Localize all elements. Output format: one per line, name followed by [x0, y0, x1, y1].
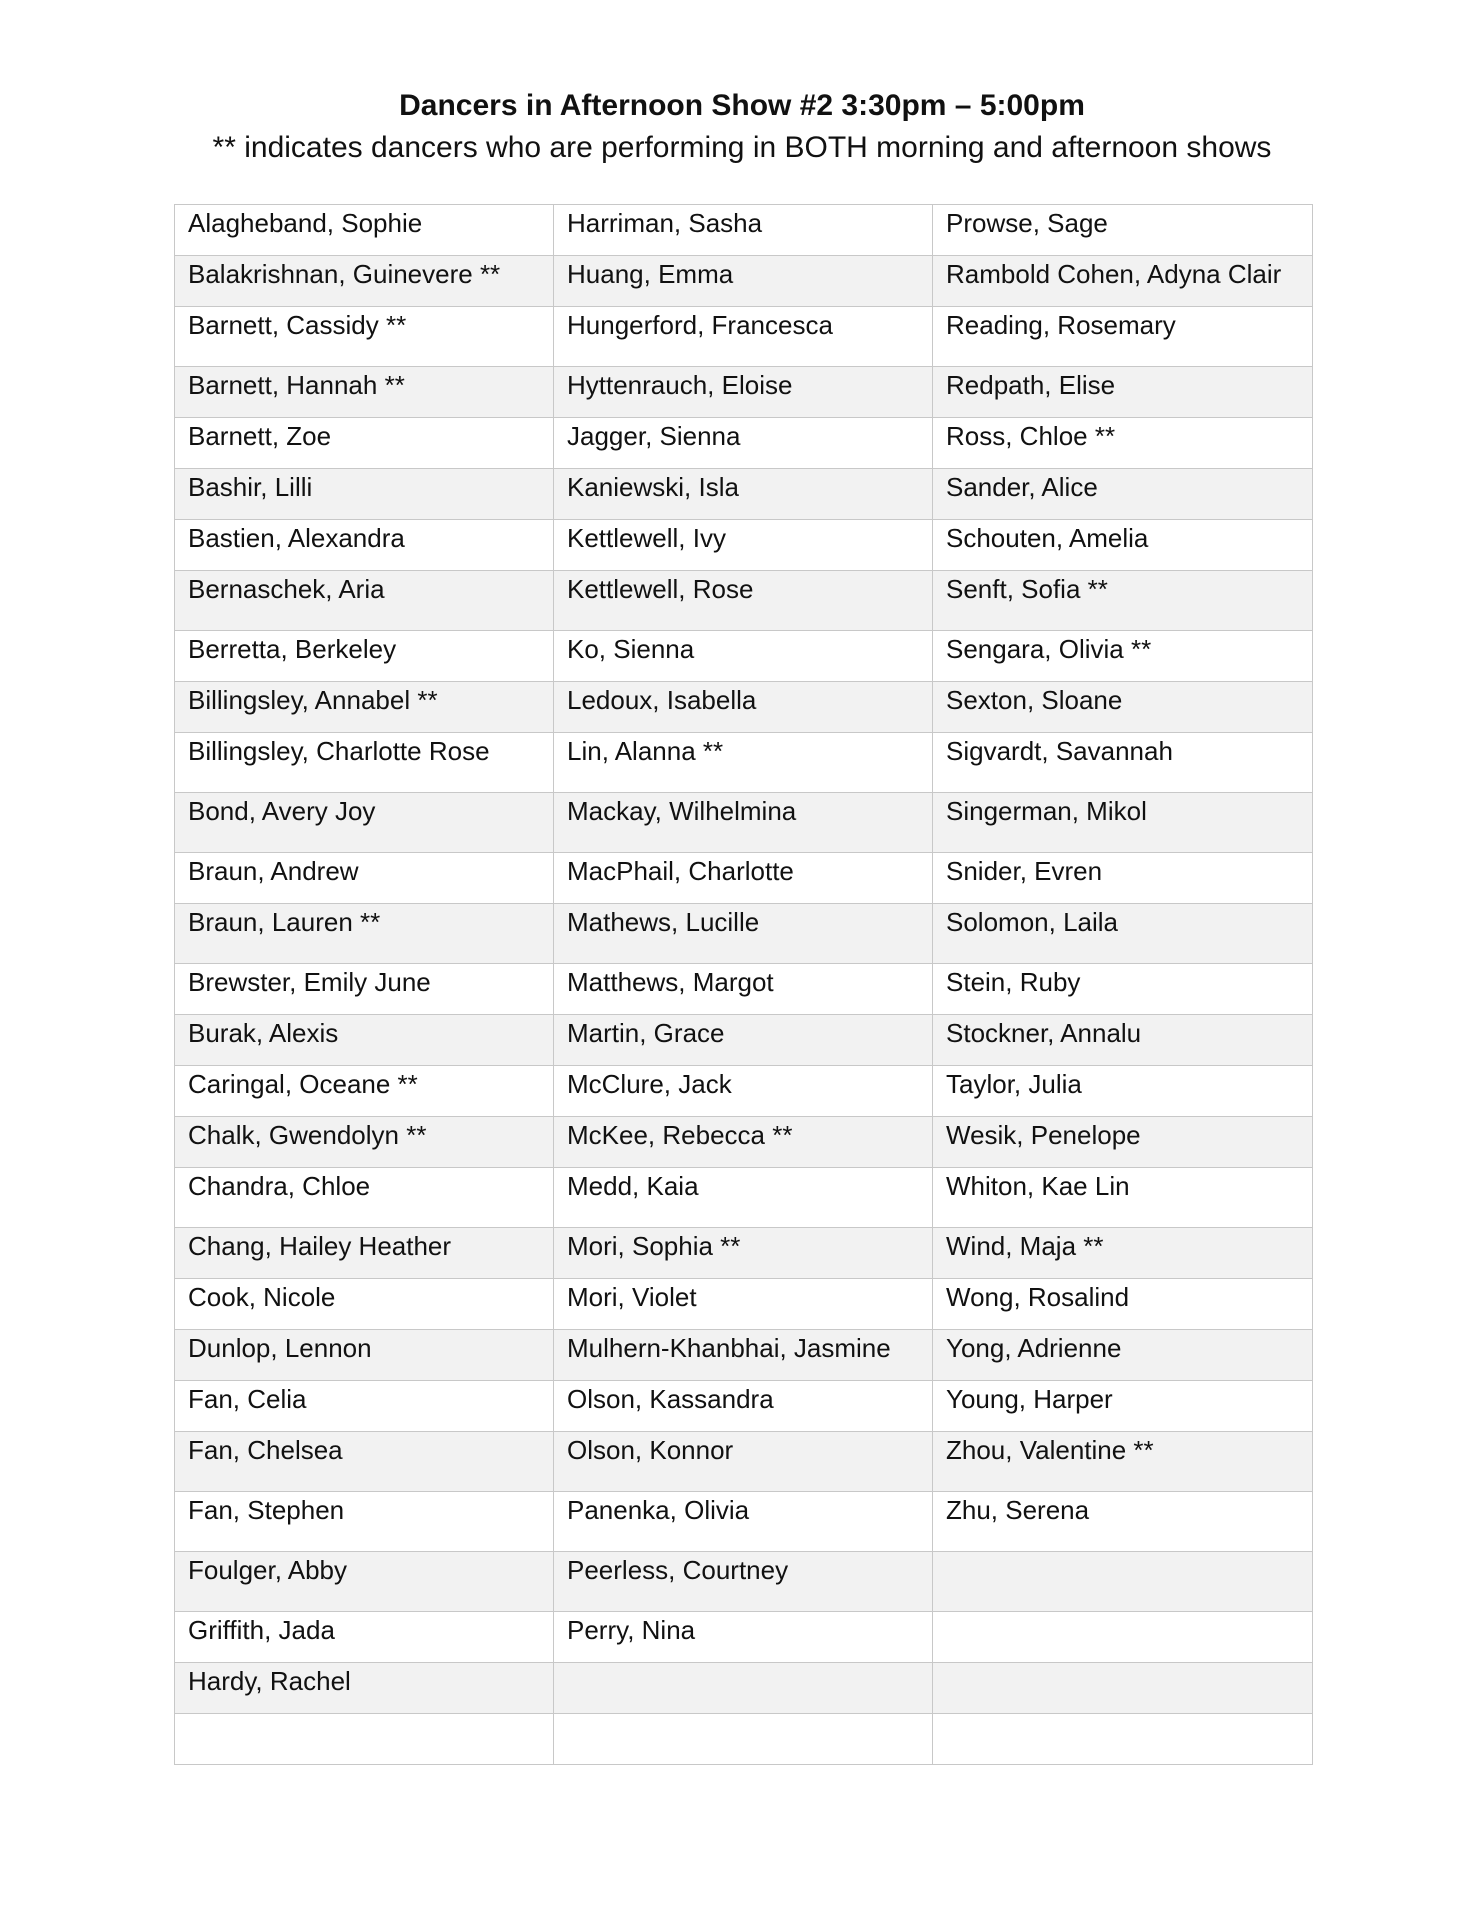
dancer-name-cell: Young, Harper	[933, 1381, 1313, 1432]
dancer-name-cell: Matthews, Margot	[554, 964, 933, 1015]
dancer-roster-table	[174, 204, 1313, 1765]
dancer-name-cell: Braun, Lauren **	[175, 904, 554, 964]
dancer-name-cell: Berretta, Berkeley	[175, 631, 554, 682]
dancer-name-cell: Stockner, Annalu	[933, 1015, 1313, 1066]
table-row	[175, 904, 1313, 964]
table-row	[175, 1066, 1313, 1117]
dancer-name-cell: Bashir, Lilli	[175, 469, 554, 520]
dancer-name-cell: Sander, Alice	[933, 469, 1313, 520]
dancer-name-cell: Barnett, Hannah **	[175, 367, 554, 418]
dancer-name-cell: Bernaschek, Aria	[175, 571, 554, 631]
dancer-name-cell: Alagheband, Sophie	[175, 205, 554, 256]
table-row	[175, 256, 1313, 307]
table-row	[175, 205, 1313, 256]
dancer-name-cell: Brewster, Emily June	[175, 964, 554, 1015]
dancer-name-cell: Mackay, Wilhelmina	[554, 793, 933, 853]
dancer-name-cell: Sengara, Olivia **	[933, 631, 1313, 682]
dancer-name-cell: Hyttenrauch, Eloise	[554, 367, 933, 418]
dancer-name-cell: Burak, Alexis	[175, 1015, 554, 1066]
dancer-name-cell: Taylor, Julia	[933, 1066, 1313, 1117]
dancer-name-cell: Lin, Alanna **	[554, 733, 933, 793]
dancer-name-cell	[933, 1714, 1313, 1765]
dancer-name-cell: Hardy, Rachel	[175, 1663, 554, 1714]
dancer-name-cell: Foulger, Abby	[175, 1552, 554, 1612]
dancer-name-cell: Dunlop, Lennon	[175, 1330, 554, 1381]
table-row	[175, 1228, 1313, 1279]
dancer-name-cell: Sigvardt, Savannah	[933, 733, 1313, 793]
table-row	[175, 1552, 1313, 1612]
table-row	[175, 469, 1313, 520]
dancer-name-cell: Kettlewell, Ivy	[554, 520, 933, 571]
dancer-name-cell: Bond, Avery Joy	[175, 793, 554, 853]
dancer-name-cell: Ross, Chloe **	[933, 418, 1313, 469]
dancer-name-cell: Chang, Hailey Heather	[175, 1228, 554, 1279]
dancer-name-cell	[175, 1714, 554, 1765]
dancer-name-cell: Wind, Maja **	[933, 1228, 1313, 1279]
dancer-name-cell: Ko, Sienna	[554, 631, 933, 682]
dancer-name-cell: Bastien, Alexandra	[175, 520, 554, 571]
table-row	[175, 571, 1313, 631]
dancer-name-cell: Kaniewski, Isla	[554, 469, 933, 520]
dancer-name-cell: Barnett, Zoe	[175, 418, 554, 469]
dancer-name-cell: Panenka, Olivia	[554, 1492, 933, 1552]
dancer-name-cell: Billingsley, Charlotte Rose	[175, 733, 554, 793]
dancer-name-cell: Olson, Kassandra	[554, 1381, 933, 1432]
dancer-name-cell: MacPhail, Charlotte	[554, 853, 933, 904]
dancer-name-cell: McClure, Jack	[554, 1066, 933, 1117]
dancer-name-cell: Barnett, Cassidy **	[175, 307, 554, 367]
document-header	[0, 86, 1484, 168]
dancer-name-cell: Chalk, Gwendolyn **	[175, 1117, 554, 1168]
dancer-name-cell: Sexton, Sloane	[933, 682, 1313, 733]
table-row	[175, 520, 1313, 571]
dancer-name-cell: Hungerford, Francesca	[554, 307, 933, 367]
dancer-name-cell: Prowse, Sage	[933, 205, 1313, 256]
table-row	[175, 1330, 1313, 1381]
dancer-name-cell: Wesik, Penelope	[933, 1117, 1313, 1168]
dancer-name-cell: Reading, Rosemary	[933, 307, 1313, 367]
document-title: Dancers in Afternoon Show #2 3:30pm – 5:00pm	[399, 89, 1085, 122]
dancer-name-cell: Fan, Stephen	[175, 1492, 554, 1552]
dancer-name-cell: Perry, Nina	[554, 1612, 933, 1663]
table-row	[175, 631, 1313, 682]
dancer-name-cell: Mori, Sophia **	[554, 1228, 933, 1279]
dancer-name-cell: Mulhern-Khanbhai, Jasmine	[554, 1330, 933, 1381]
table-row	[175, 418, 1313, 469]
table-row	[175, 964, 1313, 1015]
table-row	[175, 1117, 1313, 1168]
dancer-name-cell: Medd, Kaia	[554, 1168, 933, 1228]
dancer-name-cell: Olson, Konnor	[554, 1432, 933, 1492]
dancer-name-cell	[933, 1612, 1313, 1663]
roster-body	[175, 205, 1313, 1765]
dancer-name-cell: Senft, Sofia **	[933, 571, 1313, 631]
table-row	[175, 1492, 1313, 1552]
table-row	[175, 1612, 1313, 1663]
dancer-name-cell: Braun, Andrew	[175, 853, 554, 904]
dancer-name-cell: Jagger, Sienna	[554, 418, 933, 469]
table-row	[175, 853, 1313, 904]
table-row	[175, 682, 1313, 733]
dancer-name-cell: Ledoux, Isabella	[554, 682, 933, 733]
dancer-name-cell: Wong, Rosalind	[933, 1279, 1313, 1330]
table-row	[175, 1168, 1313, 1228]
table-row	[175, 1015, 1313, 1066]
dancer-name-cell	[554, 1663, 933, 1714]
table-row	[175, 793, 1313, 853]
dancer-name-cell: Griffith, Jada	[175, 1612, 554, 1663]
dancer-name-cell: Solomon, Laila	[933, 904, 1313, 964]
dancer-name-cell	[933, 1663, 1313, 1714]
dancer-name-cell: Schouten, Amelia	[933, 520, 1313, 571]
dancer-name-cell: Martin, Grace	[554, 1015, 933, 1066]
table-row	[175, 1432, 1313, 1492]
dancer-name-cell: Stein, Ruby	[933, 964, 1313, 1015]
dancer-name-cell: Chandra, Chloe	[175, 1168, 554, 1228]
dancer-name-cell: Harriman, Sasha	[554, 205, 933, 256]
dancer-name-cell: Zhou, Valentine **	[933, 1432, 1313, 1492]
dancer-name-cell: Redpath, Elise	[933, 367, 1313, 418]
dancer-name-cell: McKee, Rebecca **	[554, 1117, 933, 1168]
dancer-name-cell: Fan, Chelsea	[175, 1432, 554, 1492]
dancer-name-cell: Whiton, Kae Lin	[933, 1168, 1313, 1228]
table-row	[175, 367, 1313, 418]
table-row	[175, 1663, 1313, 1714]
dancer-name-cell: Balakrishnan, Guinevere **	[175, 256, 554, 307]
dancer-name-cell: Kettlewell, Rose	[554, 571, 933, 631]
dancer-name-cell: Snider, Evren	[933, 853, 1313, 904]
dancer-name-cell: Rambold Cohen, Adyna Clair	[933, 256, 1313, 307]
dancer-name-cell	[554, 1714, 933, 1765]
table-row	[175, 733, 1313, 793]
dancer-name-cell: Mathews, Lucille	[554, 904, 933, 964]
dancer-name-cell: Fan, Celia	[175, 1381, 554, 1432]
table-row	[175, 307, 1313, 367]
dancer-name-cell: Huang, Emma	[554, 256, 933, 307]
dancer-name-cell: Cook, Nicole	[175, 1279, 554, 1330]
table-row	[175, 1279, 1313, 1330]
dancer-name-cell: Singerman, Mikol	[933, 793, 1313, 853]
table-row	[175, 1714, 1313, 1765]
dancer-name-cell: Mori, Violet	[554, 1279, 933, 1330]
document-subtitle: ** indicates dancers who are performing in BOTH morning and afternoon shows	[212, 131, 1272, 164]
dancer-name-cell: Billingsley, Annabel **	[175, 682, 554, 733]
table-row	[175, 1381, 1313, 1432]
dancer-name-cell: Caringal, Oceane **	[175, 1066, 554, 1117]
dancer-name-cell	[933, 1552, 1313, 1612]
dancer-name-cell: Yong, Adrienne	[933, 1330, 1313, 1381]
dancer-name-cell: Zhu, Serena	[933, 1492, 1313, 1552]
dancer-name-cell: Peerless, Courtney	[554, 1552, 933, 1612]
